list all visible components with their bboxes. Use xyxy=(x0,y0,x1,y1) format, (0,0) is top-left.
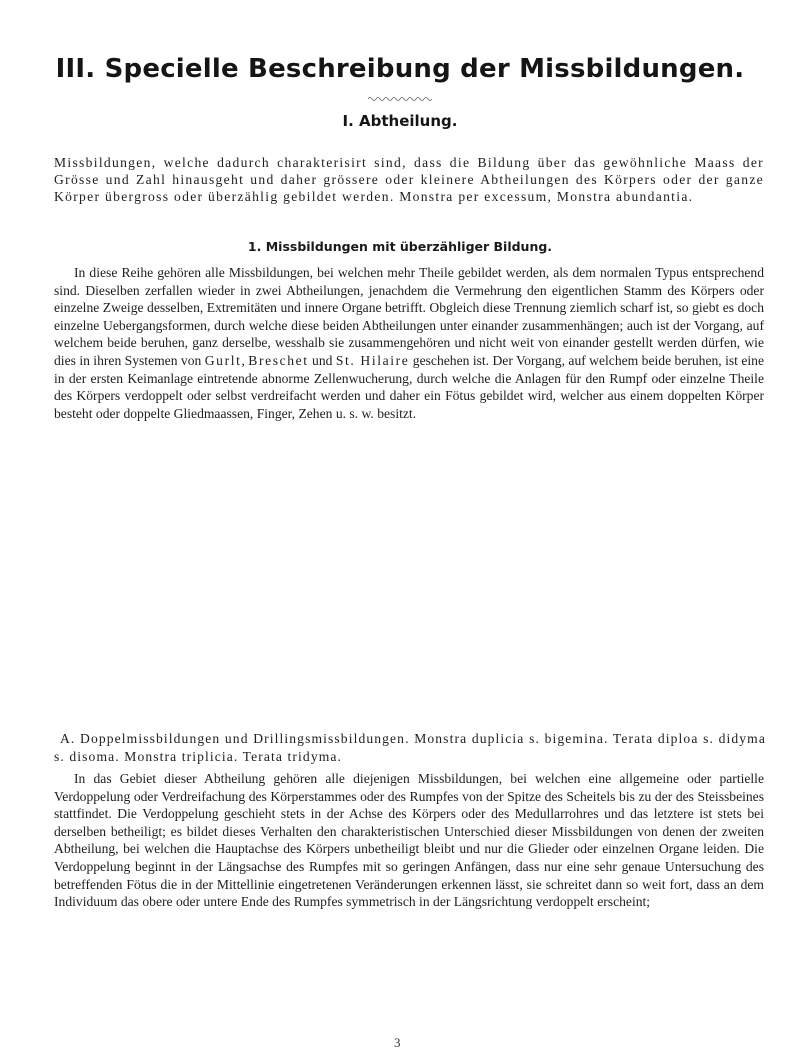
subheading: 1. Missbildungen mit überzähliger Bildung. xyxy=(247,239,553,254)
subsection-heading-a: A. Doppelmissbildungen und Drillingsmissbildungen. Monstra duplicia s. bigemina. Terata diploa s. didyma s. disoma. Monstra triplicia. Terata tridyma. xyxy=(54,731,766,764)
paragraph-text: geschehen ist. Der Vorgang, auf welchem beide beruhen, ist eine in der ersten Keimanlage eintretende abnorme Zellenwucherung, durch welche die Anlagen für den Rumpf oder einzelne Theile des Körpers verdoppelt oder selbst verdreifacht werden und daher ein Fötus gebildet wird, welcher aus einem doppelten Körper besteht oder doppelte Gliedmaassen, Finger, Zehen u. s. w. besitzt. xyxy=(54,352,765,421)
section-heading: I. Abtheilung. xyxy=(342,112,458,130)
author-name: Breschet xyxy=(248,352,309,368)
page-number: 3 xyxy=(394,1035,401,1050)
author-name: Gurlt xyxy=(204,352,242,368)
body-paragraph-2: In das Gebiet dieser Abtheilung gehören alle diejenigen Missbildungen, bei welchen eine allgemeine oder partielle Verdoppelung oder Verdreifachung des Körperstammes oder des Rumpfes von der Spitze des Scheitels bis zu der des Steissbeines stattfindet. Die Verdoppelung geschieht stets in der Achse des Körpers oder des Medullarrohres und das letztere ist stets bei derselben betheiligt; es bildet dieses Verhalten den charakteristischen Unterschied dieser Missbildungen von denen der zweiten Abtheilung, bei welchen die Hauptachse des Körpers unbetheiligt bleibt und nur die Glieder oder einzelnen Organe leiden. Die Verdoppelung beginnt in der Längsachse des Rumpfes mit so geringen Anfängen, dass nur eine sehr genaue Untersuchung des betreffenden Fötus die in der Mittellinie eingetretenen Veränderungen erkennen lässt, sie schreitet dann so weit fort, dass an dem Individuum das obere oder untere Ende des Rumpfes symmetrisch in der Längsrichtung verdoppelt erscheint; xyxy=(54,771,764,910)
intro-paragraph: Missbildungen, welche dadurch charakterisirt sind, dass die Bildung über das gewöhnliche Maass der Grösse und Zahl hinausgeht und daher grössere oder kleinere Abtheilungen des Körpers oder der ganze Körper übergross oder überzählig gebildet werden. Monstra per excessum, Monstra abundantia. xyxy=(54,155,764,204)
separator-text: , xyxy=(241,352,249,368)
paragraph-text: In diese Reihe gehören alle Missbildungen, bei welchen mehr Theile gebildet werden, als dem normalen Typus entsprechend sind. Dieselben zerfallen wieder in zwei Abtheilungen, jenachdem die Vermehrung den eigentlichen Stamm des Körpers oder einzelne Zweige desselben, Extremitäten und innere Organe betrifft. Obgleich diese Trennung ziemlich scharf ist, so giebt es doch einzelne Uebergangsformen, durch welche diese beiden Abtheilungen unter einander zusammenhängen; auch ist der Vorgang, auf welchem beide beruhen, ganz derselbe, wesshalb sie zusammengehören und nicht weit von einander gestellt werden dürfen, wie dies in ihren Systemen von xyxy=(54,265,764,368)
author-name: St. Hilaire xyxy=(335,352,410,368)
page-title: III. Specielle Beschreibung der Missbildungen. xyxy=(55,54,745,84)
separator-text: und xyxy=(308,352,336,368)
decorative-rule xyxy=(368,96,432,102)
body-paragraph-1 xyxy=(54,264,764,422)
